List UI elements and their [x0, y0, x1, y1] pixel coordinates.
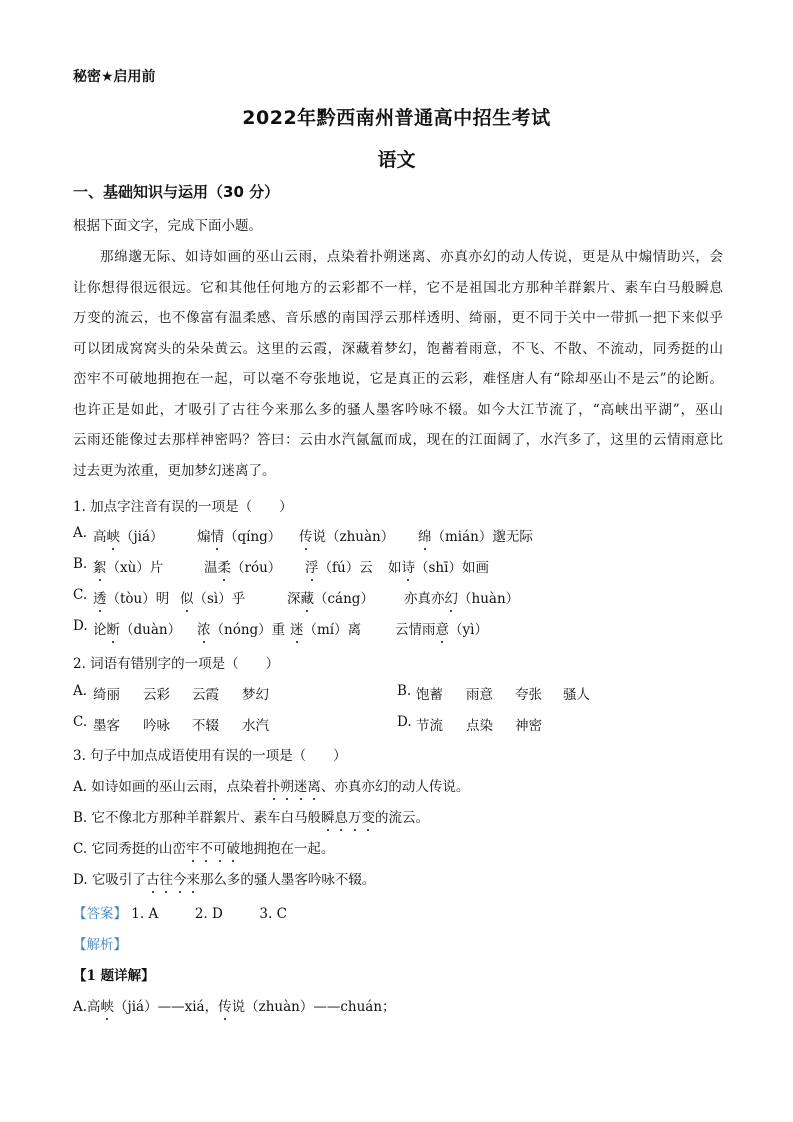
text: 高 [93, 529, 107, 545]
dotted-char: 迷 [294, 775, 308, 795]
text: （cáng） [314, 591, 374, 607]
q1-option-c [73, 587, 87, 603]
answer-line [73, 902, 287, 922]
q2-word: 节流 [416, 718, 443, 734]
text: 如诗如画的巫山云雨，点染着 [91, 779, 267, 795]
dotted-char: 柔 [218, 556, 232, 576]
dotted-char: 破 [226, 837, 240, 857]
dotted-char: 古 [146, 868, 160, 888]
q2-word: 云霞 [192, 687, 219, 703]
text: （tòu）明 [106, 591, 170, 607]
option-label: A. [73, 683, 88, 699]
section-instruction: 根据下面文字，完成下面小题。 [73, 218, 262, 234]
dotted-char: 不 [199, 837, 213, 857]
text: 它同秀挺的山峦 [91, 841, 186, 857]
passage-line: 那绵邈无际、如诗如画的巫山云雨，点染着扑朔迷离、亦真亦幻的动人传说，更是从中煽情助兴，会 [100, 249, 723, 265]
dotted-char: 传 [299, 525, 313, 545]
passage-line: 可以团成窝窝头的朵朵黄云。这里的云霞，深藏着梦幻，饱蓄着雨意，不飞、不散、不流动，同秀挺的山 [73, 340, 723, 357]
text: （mí）离 [303, 622, 362, 638]
q1-option-d [73, 618, 88, 634]
dotted-idiom [186, 841, 240, 857]
confidential-label: 秘密★启用前 [73, 69, 156, 85]
q1-b-item-2 [204, 556, 281, 576]
dotted-char: 峡 [101, 995, 115, 1015]
exam-title: 2022年黔西南州普通高中招生考试 [242, 107, 551, 129]
option-label: C. [73, 714, 88, 730]
text: 云情雨 [395, 622, 436, 638]
dotted-char: 透 [93, 587, 107, 607]
answer-tag: 【答案】 [73, 906, 127, 922]
text: （sì）乎 [193, 591, 246, 607]
q2-word: 饱蓄 [416, 687, 443, 703]
dotted-char: 藏 [301, 587, 315, 607]
q2-word: 骚人 [563, 687, 590, 703]
question-3-stem: 3. 句子中加点成语使用有误的一项是（ ） [73, 748, 347, 764]
dotted-char: 扑 [267, 775, 281, 795]
dotted-idiom [267, 779, 321, 795]
q1-b-item-4 [388, 556, 489, 576]
q2-word: 不辍 [192, 718, 219, 734]
question-1-stem: 1. 加点字注音有误的一项是（ ） [73, 499, 293, 515]
dotted-char: 往 [159, 868, 173, 888]
reading-passage [73, 242, 723, 486]
dotted-char: 断 [107, 618, 121, 638]
text: （shī）如画 [415, 560, 489, 576]
q3-option-b [73, 806, 429, 826]
passage-line: 也许正是如此，才吸引了古往今来那么多的骚人墨客吟咏不辍。如今大江节流了，“高峡出平湖”，巫山 [73, 401, 723, 418]
option-label: C. [73, 841, 88, 857]
option-label: A. [73, 525, 88, 541]
dotted-char: 万 [348, 806, 362, 826]
q2-option-a [73, 683, 87, 699]
q1-d-item-3 [290, 618, 361, 638]
q1-a-item-3 [299, 525, 394, 545]
text: （yì） [449, 622, 488, 638]
q2-option-d [397, 714, 412, 730]
q2-word: 夸张 [515, 687, 542, 703]
text: （xù）片 [106, 560, 164, 576]
dotted-char: 可 [213, 837, 227, 857]
dotted-char: 离 [307, 775, 321, 795]
q1-a-item-1 [93, 525, 164, 545]
q3-option-a [73, 775, 469, 795]
dotted-char: 息 [335, 806, 349, 826]
q1-option-b [73, 556, 87, 572]
passage-line: 过去更为浓重，更加梦幻迷离了。 [73, 462, 276, 479]
text: 说（zhuàn）——chuán； [231, 999, 396, 1015]
text: 它吸引了 [91, 872, 146, 888]
q2-word: 梦幻 [242, 687, 269, 703]
dotted-idiom [321, 810, 375, 826]
text: （jiá）——xiá， [114, 999, 219, 1015]
question-2-stem: 2. 词语有错别字的一项是（ ） [73, 656, 280, 672]
text: （róu） [231, 560, 282, 576]
q3-option-d [73, 868, 375, 888]
dotted-char: 浓 [197, 618, 211, 638]
q2-word: 点染 [466, 718, 493, 734]
q1-option-a [73, 525, 87, 541]
text: 高 [87, 999, 101, 1015]
text: 深 [287, 591, 301, 607]
q1-c-item-1 [93, 587, 169, 607]
passage-line: 云雨还能像过去那样神密吗？答曰：云由水汽氤氲而成，现在的江面阔了，水汽多了，这里的云情雨意比 [73, 432, 723, 448]
option-label: D. [397, 714, 412, 730]
answer-item: 1. A [131, 906, 159, 922]
text: 的流云。 [375, 810, 430, 826]
q1-d-item-1 [93, 618, 181, 638]
q1-b-item-1 [93, 556, 163, 576]
dotted-char: 迷 [290, 618, 304, 638]
q2-word: 绮丽 [93, 687, 120, 703]
section-heading: 一、基础知识与运用（30 分） [73, 183, 280, 201]
q1-a-item-4 [418, 525, 533, 545]
dotted-char: 情 [211, 525, 225, 545]
dotted-char: 今 [173, 868, 187, 888]
text: 地拥抱在一起。 [239, 841, 335, 857]
option-label: C. [73, 587, 88, 603]
q1-d-item-2 [197, 618, 285, 638]
q1-c-item-2 [180, 587, 245, 607]
option-label: D. [73, 872, 88, 888]
q1-detail-tag: 【1 题详解】 [73, 968, 155, 984]
dotted-char: 意 [436, 618, 450, 638]
dotted-char: 诗 [402, 556, 416, 576]
text: （nóng）重 [210, 622, 286, 638]
dotted-char: 瞬 [321, 806, 335, 826]
text: （mián）邈无际 [431, 529, 533, 545]
analysis-tag: 【解析】 [73, 937, 127, 953]
text: （jiá） [120, 529, 164, 545]
text: 说（zhuàn） [312, 529, 395, 545]
q1-a-item-2 [197, 525, 281, 545]
q2-word: 吟咏 [143, 718, 170, 734]
dotted-idiom [146, 872, 200, 888]
dotted-char: 幻 [445, 587, 459, 607]
option-label: D. [73, 618, 88, 634]
dotted-char: 传 [218, 995, 232, 1015]
q1-d-item-4 [395, 618, 488, 638]
dotted-char: 变 [362, 806, 376, 826]
text: 、亦真亦幻的动人传说。 [320, 779, 470, 795]
dotted-char: 绵 [418, 525, 432, 545]
q1-c-item-4 [404, 587, 519, 607]
q1-b-item-3 [305, 556, 373, 576]
dotted-char: 似 [180, 587, 194, 607]
text: （fú）云 [318, 560, 373, 576]
dotted-char: 来 [186, 868, 200, 888]
text: （duàn） [120, 622, 182, 638]
dotted-char: 牢 [186, 837, 200, 857]
text: A. [73, 999, 88, 1015]
passage-line: 峦牢不可破地拥抱在一起，可以毫不夸张地说，它是真正的云彩，难怪唐人有“除却巫山不是云”的论断。 [73, 371, 723, 387]
dotted-char: 浮 [305, 556, 319, 576]
q2-option-c [73, 714, 87, 730]
text: 温 [204, 560, 218, 576]
q2-word: 水汽 [242, 718, 269, 734]
subject-title: 语文 [377, 149, 416, 171]
answer-item: 2. D [194, 906, 223, 922]
text: 煽 [197, 529, 211, 545]
dotted-char: 絮 [93, 556, 107, 576]
q2-word: 神密 [515, 718, 542, 734]
text: 论 [93, 622, 107, 638]
passage-line: 万变的流云，也不像富有温柔感、音乐感的南国浮云那样透明、绮丽，更不同于关中一带抓一把下来似乎 [73, 310, 723, 326]
q2-word: 云彩 [143, 687, 170, 703]
q2-option-b [397, 683, 411, 699]
passage-line: 让你想得很远很远。它和其他任何地方的云彩都不一样，它不是祖国北方那种羊群絮片、素车白马般瞬息 [73, 279, 723, 296]
option-label: B. [397, 683, 412, 699]
option-label: B. [73, 810, 88, 826]
option-label: B. [73, 556, 88, 572]
text: （qíng） [224, 529, 282, 545]
dotted-char: 朔 [280, 775, 294, 795]
text: 那么多的骚人墨客吟咏不辍。 [199, 872, 376, 888]
text: 如 [388, 560, 402, 576]
q3-option-c [73, 837, 334, 857]
q1-detail-line [73, 995, 396, 1015]
answer-item: 3. C [259, 906, 287, 922]
q2-word: 雨意 [466, 687, 493, 703]
text: 它不像北方那种羊群絮片、素车白马般 [91, 810, 322, 826]
dotted-char: 峡 [107, 525, 121, 545]
q2-word: 墨客 [93, 718, 120, 734]
text: （huàn） [458, 591, 520, 607]
q1-c-item-3 [287, 587, 374, 607]
option-label: A. [73, 779, 88, 795]
text: 亦真亦 [404, 591, 445, 607]
